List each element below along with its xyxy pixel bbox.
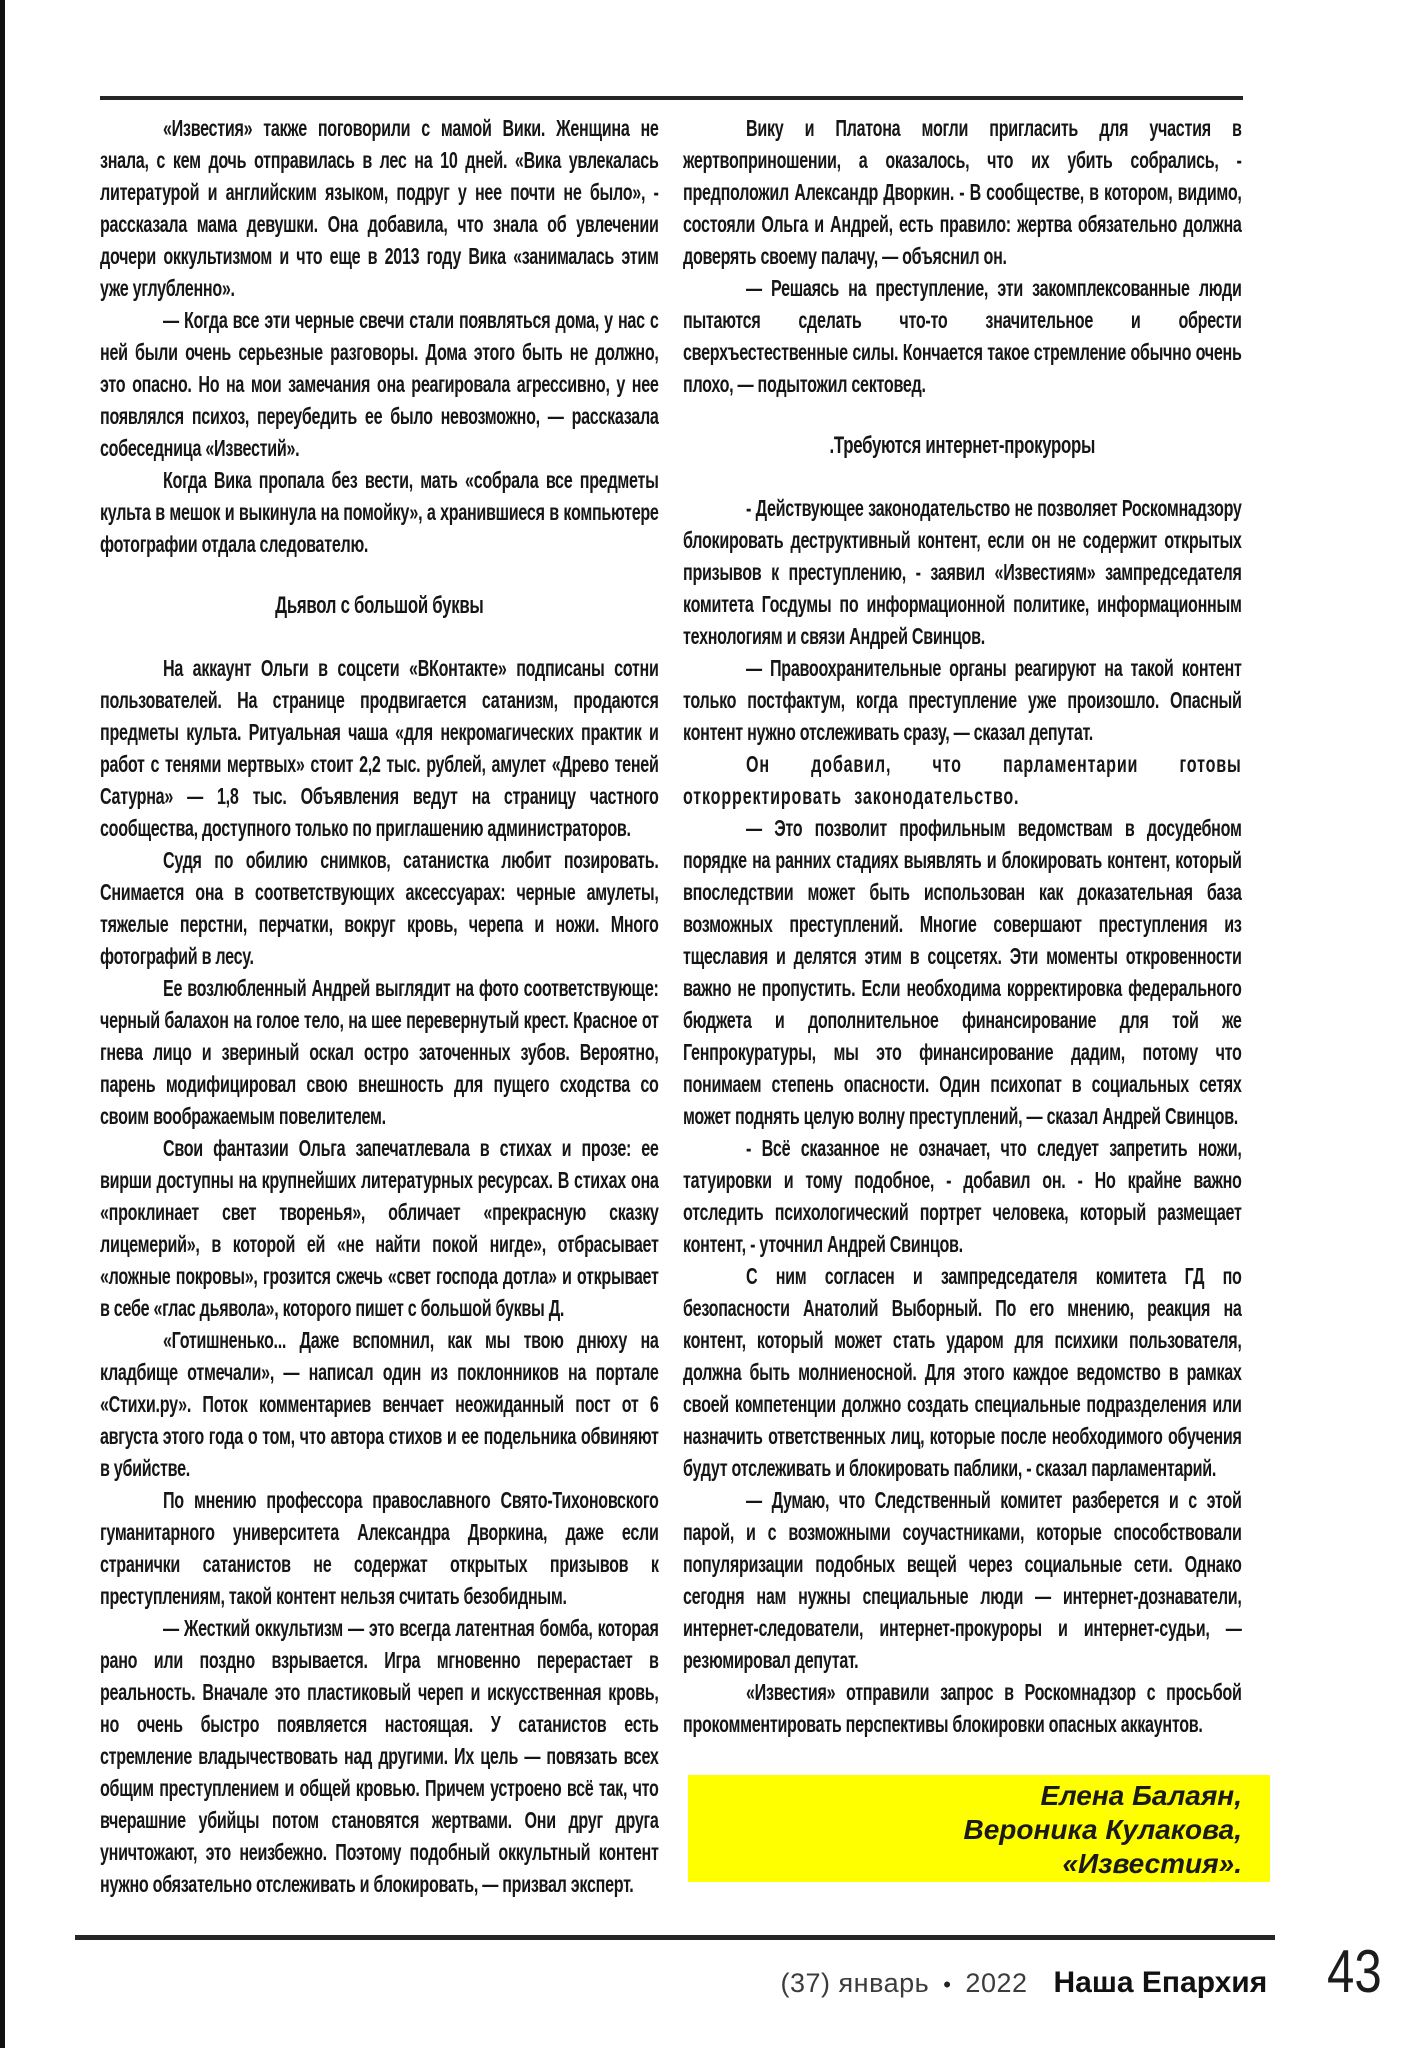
top-rule bbox=[100, 96, 1243, 100]
paragraph: «Известия» отправили запрос в Роскомнадзор с просьбой прокомментировать перспективы блокировки опасных аккаунтов. bbox=[683, 1679, 1242, 1737]
paragraph: Судя по обилию снимков, сатанистка любит позировать. Снимается она в соответствующих аксессуарах: черные амулеты, тяжелые перстни, перчатки, вокруг кровь, черепа и ножи. Много фотографий в лесу. bbox=[100, 847, 659, 969]
paragraph-emphasized: Он добавил, что парламентарии готовы откорректировать законодательство. bbox=[683, 751, 1242, 809]
paragraph: — Думаю, что Следственный комитет разберется и с этой парой, и с возможными соучастниками, которые способствовали популяризации подобных вещей через социальные сети. Однако сегодня нам нужны специальные люди — интернет-дознаватели, интернет-следователи, интернет-прокуроры и интернет-судьи, — резюмировал депутат. bbox=[683, 1487, 1242, 1673]
footer bbox=[780, 1938, 1382, 2005]
paragraph: «Готишненько... Даже вспомнил, как мы твою днюху на кладбище отмечали», — написал один из поклонников на портале «Стихи.ру». Поток комментариев венчает неожиданный пост от 6 августа этого года о том, что автора стихов и ее подельника обвиняют в убийстве. bbox=[100, 1327, 659, 1481]
paragraph: — Жесткий оккультизм — это всегда латентная бомба, которая рано или поздно взрывается. Игра мгновенно перерастает в реальность. Вначале это пластиковый череп и искусственная кровь, но очень быстро появляется настоящая. У сатанистов есть стремление владычествовать над другими. Их цель — повязать всех общим преступлением и общей кровью. Причем устроено всё так, что вчерашние убийцы потом становятся жертвами. Они друг друга уничтожают, это неизбежно. Поэтому подобный оккультный контент нужно обязательно отслеживать и блокировать, — призвал эксперт. bbox=[100, 1615, 659, 1897]
article-column-left-text bbox=[100, 112, 659, 1900]
footer-year: 2022 bbox=[965, 1968, 1028, 1998]
paragraph: На аккаунт Ольги в соцсети «ВКонтакте» подписаны сотни пользователей. На странице продвигается сатанизм, продаются предметы культа. Ритуальная чаша «для некромагических практик и работ с тенями мертвых» стоит 2,2 тыс. рублей, амулет «Древо теней Сатурна» — 1,8 тыс. Объявления ведут на страницу частного сообщества, доступного только по приглашению администраторов. bbox=[100, 655, 659, 841]
footer-bullet: • bbox=[943, 1972, 952, 1997]
byline-author: Елена Балаян, bbox=[1040, 1780, 1242, 1811]
paragraph: По мнению профессора православного Свято-Тихоновского гуманитарного университета Александра Дворкина, даже если странички сатанистов не содержат открытых призывов к преступлениям, такой контент нельзя считать безобидным. bbox=[100, 1487, 659, 1609]
paragraph: — Когда все эти черные свечи стали появляться дома, у нас с ней были очень серьезные разговоры. Дома этого быть не должно, это опасно. Но на мои замечания она реагировала агрессивно, у нее появлялся психоз, переубедить ее было невозможно, — рассказала собеседница «Известий». bbox=[100, 307, 659, 461]
byline-author: Вероника Кулакова, bbox=[963, 1814, 1242, 1845]
paragraph: «Известия» также поговорили с мамой Вики. Женщина не знала, с кем дочь отправилась в лес на 10 дней. «Вика увлекалась литературой и английским языком, подруг у нее почти не было», - рассказала мама девушки. Она добавила, что знала об увлечении дочери оккультизмом и что еще в 2013 году Вика «занималась этим уже углубленно». bbox=[100, 115, 659, 301]
article-column-left bbox=[100, 112, 658, 1900]
byline-block bbox=[688, 1775, 1270, 1882]
paragraph: — Решаясь на преступление, эти закомплексованные люди пытаются сделать что-то значительное и обрести сверхъестественные силы. Кончается такое стремление обычно очень плохо, — подытожил сектовед. bbox=[683, 275, 1242, 397]
section-heading-prosecutors: .Требуются интернет-прокуроры bbox=[829, 432, 1096, 459]
paragraph: — Это позволит профильным ведомствам в досудебном порядке на ранних стадиях выявлять и блокировать контент, который впоследствии может быть использован как доказательная база возможных преступлений. Многие совершают преступления из тщеславия и делятся этим в соцсетях. Эти моменты откровенности важно не пропустить. Если необходима корректировка федерального бюджета и дополнительное финансирование для той же Генпрокуратуры, мы это финансирование дадим, потому что понимаем степень опасности. Один психопат в социальных сетях может поднять целую волну преступлений, — сказал Андрей Свинцов. bbox=[683, 815, 1242, 1129]
page-left-border bbox=[0, 0, 5, 2048]
article-column-right-text bbox=[683, 112, 1242, 1740]
article-column-right bbox=[683, 112, 1244, 1740]
paragraph: Свои фантазии Ольга запечатлевала в стихах и прозе: ее вирши доступны на крупнейших литературных ресурсах. В стихах она «проклинает свет творенья», обличает «прекрасную сказку лицемерий», в которой ей «не найти покой нигде», отбрасывает «ложные покровы», грозится сжечь «свет господа дотла» и открывает в себе «глас дьявола», которого пишет с большой буквы Д. bbox=[100, 1135, 659, 1321]
paragraph: - Действующее законодательство не позволяет Роскомнадзору блокировать деструктивный контент, если он не содержит открытых призывов к преступлению, - заявил «Известиям» зампредседателя комитета Госдумы по информационной политике, информационным технологиям и связи Андрей Свинцов. bbox=[683, 495, 1242, 649]
footer-magazine-title: Наша Епархия bbox=[1053, 1966, 1268, 1999]
paragraph: С ним согласен и зампредседателя комитета ГД по безопасности Анатолий Выборный. По его мнению, реакция на контент, который может стать ударом для психики пользователя, должна быть молниеносной. Для этого каждое ведомство в рамках своей компетенции должно создать специальные подразделения или назначить ответственных лиц, которые после необходимого обучения будут отслеживать и блокировать паблики, - сказал парламентарий. bbox=[683, 1263, 1242, 1481]
footer-issue: (37) январь bbox=[780, 1968, 930, 1998]
section-heading-devil: Дьявол с большой буквы bbox=[275, 592, 484, 619]
paragraph: — Правоохранительные органы реагируют на такой контент только постфактум, когда преступление уже произошло. Опасный контент нужно отслеживать сразу, — сказал депутат. bbox=[683, 655, 1242, 745]
footer-rule bbox=[75, 1935, 1275, 1940]
paragraph: - Всё сказанное не означает, что следует запретить ножи, татуировки и тому подобное, - добавил он. - Но крайне важно отследить психологический портрет человека, который размещает контент, - уточнил Андрей Свинцов. bbox=[683, 1135, 1242, 1257]
paragraph: Ее возлюбленный Андрей выглядит на фото соответствующе: черный балахон на голое тело, на шее перевернутый крест. Красное от гнева лицо и звериный оскал остро заточенных зубов. Вероятно, парень модифицировал свою внешность для пущего сходства со своим воображаемым повелителем. bbox=[100, 975, 659, 1129]
byline-source: «Известия». bbox=[1062, 1848, 1242, 1879]
paragraph: Вику и Платона могли пригласить для участия в жертвоприношении, а оказалось, что их убить собрались, - предположил Александр Дворкин. - В сообществе, в котором, видимо, состояли Ольга и Андрей, есть правило: жертва обязательно должна доверять своему палачу, — объяснил он. bbox=[683, 115, 1242, 269]
paragraph: Когда Вика пропала без вести, мать «собрала все предметы культа в мешок и выкинула на помойку», а хранившиеся в компьютере фотографии отдала следователю. bbox=[100, 467, 659, 557]
page-number: 43 bbox=[1327, 1938, 1382, 2005]
